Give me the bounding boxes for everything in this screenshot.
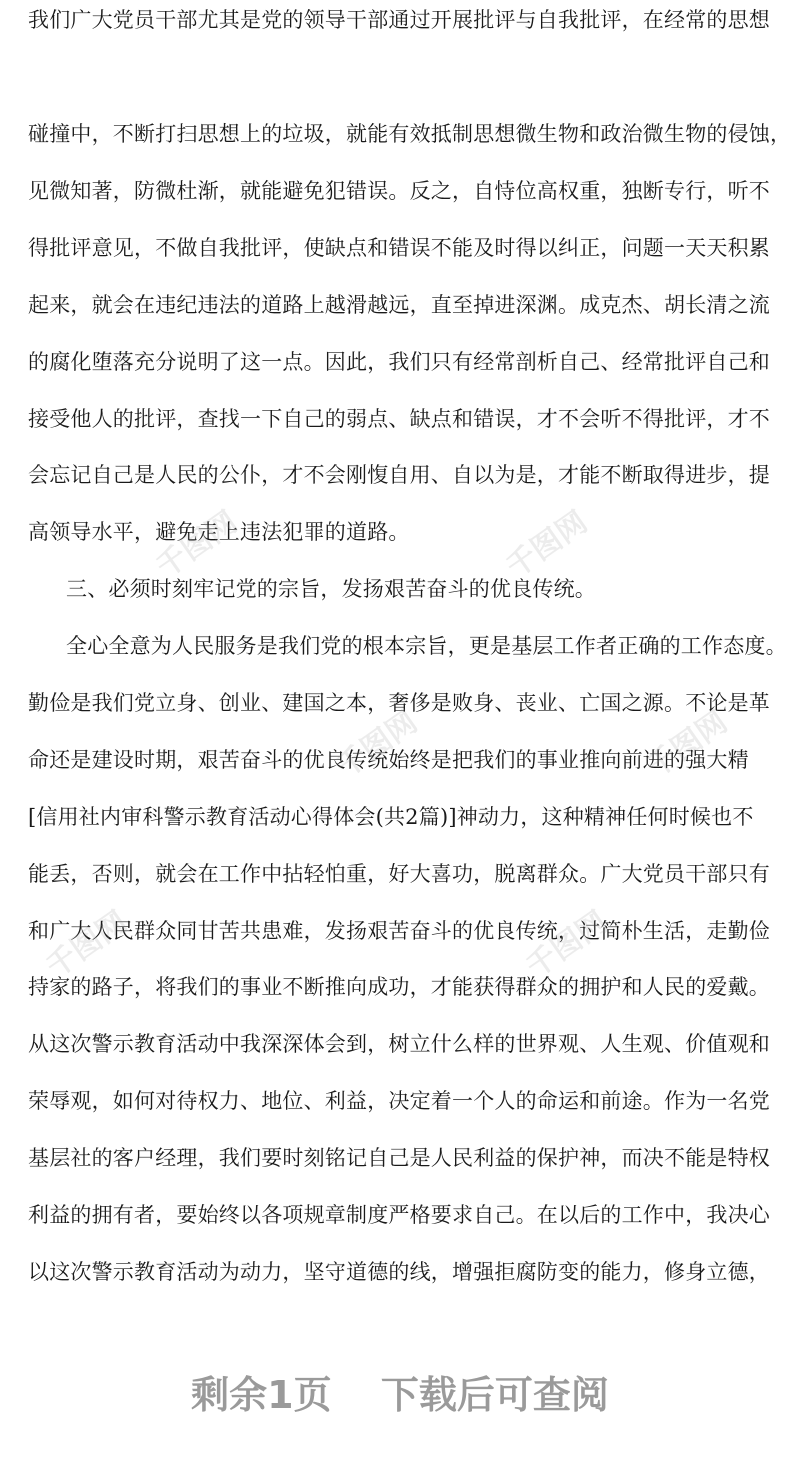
paragraph-line: 能丢，否则，就会在工作中拈轻怕重，好大喜功，脱离群众。广大党员干部只有 xyxy=(28,862,770,886)
remaining-pages-label: 剩余1页 xyxy=(191,1373,332,1417)
watermark: 千图网 xyxy=(330,704,424,786)
paragraph-line: 起来，就会在违纪违法的道路上越滑越远，直至掉进深渊。成克杰、胡长清之流 xyxy=(28,293,770,317)
watermark: 千图网 xyxy=(150,504,244,586)
paragraph-line: 利益的拥有者，要始终以各项规章制度严格要求自己。在以后的工作中，我决心 xyxy=(28,1203,770,1227)
watermark: 千图网 xyxy=(520,904,614,986)
paragraph-line: 的腐化堕落充分说明了这一点。因此，我们只有经常剖析自己、经常批评自己和 xyxy=(28,350,770,374)
paragraph-line: [信用社内审科警示教育活动心得体会(共2篇)]神动力，这种精神任何时候也不 xyxy=(28,805,754,829)
paragraph-line: 持家的路子，将我们的事业不断推向成功，才能获得群众的拥护和人民的爱戴。 xyxy=(28,975,770,999)
download-prompt[interactable] xyxy=(0,1370,800,1420)
paragraph-line: 接受他人的批评，查找一下自己的弱点、缺点和错误，才不会听不得批评，才不 xyxy=(28,407,770,431)
paragraph-line: 高领导水平，避免走上违法犯罪的道路。 xyxy=(28,520,410,544)
paragraph-line: 以这次警示教育活动为动力，坚守道德的线，增强拒腐防变的能力，修身立德， xyxy=(28,1260,770,1284)
paragraph-line: 我们广大党员干部尤其是党的领导干部通过开展批评与自我批评，在经常的思想 xyxy=(28,8,770,32)
watermark: 千图网 xyxy=(500,504,594,586)
paragraph-line: 基层社的客户经理，我们要时刻铭记自己是人民利益的保护神，而决不能是特权 xyxy=(28,1146,770,1170)
watermark: 千图网 xyxy=(640,704,734,786)
watermark: 千图网 xyxy=(40,904,134,986)
paragraph-line: 勤俭是我们党立身、创业、建国之本，奢侈是败身、丧业、亡国之源。不论是革 xyxy=(28,691,770,715)
paragraph-line: 荣辱观，如何对待权力、地位、利益，决定着一个人的命运和前途。作为一名党 xyxy=(28,1089,770,1113)
paragraph-line: 会忘记自己是人民的公仆，才不会刚愎自用、自以为是，才能不断取得进步，提 xyxy=(28,463,770,487)
section-heading: 三、必须时刻牢记党的宗旨，发扬艰苦奋斗的优良传统。 xyxy=(66,577,596,601)
paragraph-line: 碰撞中，不断打扫思想上的垃圾，就能有效抵制思想微生物和政治微生物的侵蚀， xyxy=(28,122,792,146)
paragraph-line: 全心全意为人民服务是我们党的根本宗旨，更是基层工作者正确的工作态度。 xyxy=(66,634,787,658)
paragraph-line: 见微知著，防微杜渐，就能避免犯错误。反之，自恃位高权重，独断专行，听不 xyxy=(28,179,770,203)
download-to-view-label: 下载后可查阅 xyxy=(380,1373,609,1417)
paragraph-line: 和广大人民群众同甘苦共患难，发扬艰苦奋斗的优良传统，过简朴生活，走勤俭 xyxy=(28,919,770,943)
paragraph-line: 命还是建设时期，艰苦奋斗的优良传统始终是把我们的事业推向前进的强大精 xyxy=(28,748,749,772)
paragraph-line: 从这次警示教育活动中我深深体会到，树立什么样的世界观、人生观、价值观和 xyxy=(28,1032,770,1056)
paragraph-line: 得批评意见，不做自我批评，使缺点和错误不能及时得以纠正，问题一天天积累 xyxy=(28,236,770,260)
